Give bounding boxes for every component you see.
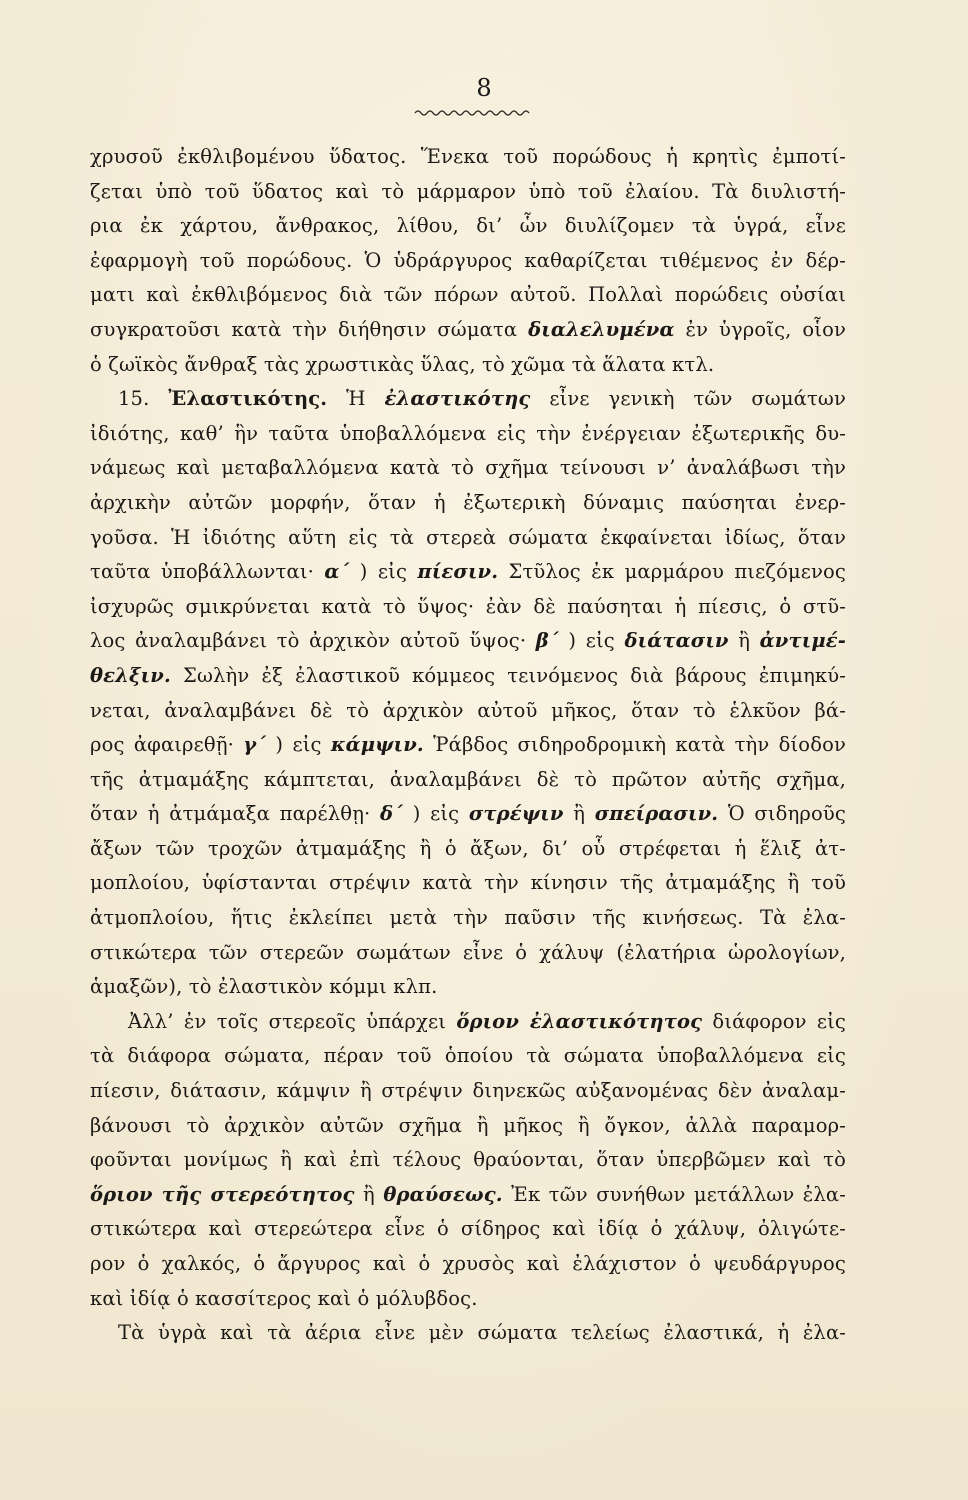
text-line: βάνουσι τὸ ἀρχικὸν αὐτῶν σχῆμα ἢ μῆκος ἢ ὄγκον, ἀλλὰ παραμορ- bbox=[90, 1113, 846, 1137]
emphasis-term: κάμψιν. bbox=[330, 733, 424, 757]
text-line: ζεται ὑπὸ τοῦ ὕδατος καὶ τὸ μάρμαρον ὑπὸ τοῦ ἐλαίου. Τὰ διυλιστή- bbox=[90, 179, 846, 203]
wavy-rule-ornament bbox=[414, 108, 532, 118]
emphasis-term: θελξιν. bbox=[90, 663, 171, 687]
text-line: χρυσοῦ ἐκθλιβομένου ὕδατος. Ἕνεκα τοῦ πορώδους ἡ κρητὶς ἐμποτί- bbox=[90, 145, 846, 168]
section-title: Ἐλαστικότης. bbox=[168, 387, 328, 411]
emphasis-term: ἀντιμέ- bbox=[759, 629, 846, 653]
text-line: πίεσιν, διάτασιν, κάμψιν ἢ στρέψιν διηνεκῶς αὐξανομένας δὲν ἀναλαμ- bbox=[90, 1079, 846, 1103]
text-line: λος ἀναλαμβάνει τὸ ἀρχικὸν αὐτοῦ ὕψος· β΄ ) εἰς διάτασιν ἢ ἀντιμέ- bbox=[90, 629, 846, 653]
paragraph-start-line: Τὰ ὑγρὰ καὶ τὰ ἀέρια εἶνε μὲν σώματα τελείως ἐλαστικά, ἡ ἐλα- bbox=[118, 1321, 846, 1345]
text-line: ὁ ζωϊκὸς ἄνθραξ τὰς χρωστικὰς ὕλας, τὸ χῶμα τὰ ἅλατα κτλ. bbox=[90, 352, 715, 376]
section-heading-line: 15. Ἐλαστικότης. Ἡ ἐλαστικότης εἶνε γενικὴ τῶν σωμάτων bbox=[118, 387, 846, 411]
text-line: νεται, ἀναλαμβάνει δὲ τὸ ἀρχικὸν αὐτοῦ μῆκος, ὅταν τὸ ἑλκῦον βά- bbox=[90, 698, 846, 722]
text-line: τῆς ἀτμαμάξης κάμπτεται, ἀναλαμβάνει δὲ τὸ πρῶτον αὐτῆς σχῆμα, bbox=[90, 767, 846, 791]
text-line: καὶ ἰδίᾳ ὁ κασσίτερος καὶ ὁ μόλυβδος. bbox=[90, 1286, 478, 1310]
paragraph-start-line: Ἀλλ’ ἐν τοῖς στερεοῖς ὑπάρχει ὅριον ἐλαστικότητος διάφορον εἰς bbox=[128, 1009, 846, 1033]
enumeration-marker: γ΄ bbox=[243, 733, 267, 757]
body-text bbox=[90, 140, 846, 1351]
text-line: ρια ἐκ χάρτου, ἄνθρακος, λίθου, δι’ ὧν διυλίζομεν τὰ ὑγρά, εἶνε bbox=[90, 214, 846, 238]
text-line: ὅριον τῆς στερεότητος ἢ θραύσεως. Ἐκ τῶν συνήθων μετάλλων ἐλα- bbox=[90, 1182, 846, 1206]
text-line: ταῦτα ὑποβάλλωνται· α΄ ) εἰς πίεσιν. Στῦλος ἐκ μαρμάρου πιεζόμενος bbox=[90, 560, 847, 584]
enumeration-marker: β΄ bbox=[535, 629, 559, 653]
text-line: ρον ὁ χαλκός, ὁ ἄργυρος καὶ ὁ χρυσὸς καὶ ἐλάχιστον ὁ ψευδάργυρος bbox=[90, 1252, 846, 1275]
enumeration-marker: δ΄ bbox=[380, 802, 404, 826]
emphasis-term: διάτασιν bbox=[624, 629, 729, 653]
emphasis-term: ὅριον ἐλαστικότητος bbox=[456, 1009, 703, 1033]
text-line: νάμεως καὶ μεταβαλλόμενα κατὰ τὸ σχῆμα τείνουσι ν’ ἀναλάβωσι τὴν bbox=[90, 456, 846, 480]
text-line: ὅταν ἡ ἀτμάμαξα παρέλθῃ· δ΄ ) εἰς στρέψιν ἢ σπείρασιν. Ὁ σιδηροῦς bbox=[90, 802, 846, 826]
text-line: ἄξων τῶν τροχῶν ἀτμαμάξης ἢ ὁ ἄξων, δι’ οὗ στρέφεται ἡ ἕλιξ ἀτ- bbox=[90, 836, 846, 860]
text-line: ματι καὶ ἐκθλιβόμενος διὰ τῶν πόρων αὐτοῦ. Πολλαὶ πορώδεις οὐσίαι bbox=[90, 283, 846, 307]
emphasis-term: ὅριον τῆς στερεότητος bbox=[90, 1182, 355, 1206]
emphasis-term: στρέψιν bbox=[468, 802, 564, 826]
emphasis-term: διαλελυμένα bbox=[528, 317, 675, 341]
text-line: ἐφαρμογὴ τοῦ πορώδους. Ὁ ὑδράργυρος καθαρίζεται τιθέμενος ἐν δέρ- bbox=[90, 248, 846, 272]
text-line: ἁμαξῶν), τὸ ἐλαστικὸν κόμμι κλπ. bbox=[90, 975, 438, 999]
text-line: μοπλοίου, ὑφίστανται στρέψιν κατὰ τὴν κίνησιν τῆς ἀτμαμάξης ἢ τοῦ bbox=[90, 871, 846, 895]
text-line: ἀτμοπλοίου, ἥτις ἐκλείπει μετὰ τὴν παῦσιν τῆς κινήσεως. Τὰ ἐλα- bbox=[90, 906, 846, 930]
text-line: στικώτερα καὶ στερεώτερα εἶνε ὁ σίδηρος καὶ ἰδίᾳ ὁ χάλυψ, ὀλιγώτε- bbox=[90, 1217, 846, 1241]
text-line: θελξιν. Σωλὴν ἐξ ἐλαστικοῦ κόμμεος τεινόμενος διὰ βάρους ἐπιμηκύ- bbox=[90, 663, 846, 687]
page-number: 8 bbox=[476, 74, 492, 102]
text-line: συγκρατοῦσι κατὰ τὴν διήθησιν σώματα διαλελυμένα ἐν ὑγροῖς, οἷον bbox=[90, 317, 846, 341]
emphasis-term: ἐλαστικότης bbox=[384, 387, 531, 411]
text-line: φοῦνται μονίμως ἢ καὶ ἐπὶ τέλους θραύονται, ὅταν ὑπερβῶμεν καὶ τὸ bbox=[90, 1148, 846, 1172]
text-line: ἰσχυρῶς σμικρύνεται κατὰ τὸ ὕψος· ἐὰν δὲ παύσηται ἡ πίεσις, ὁ στῦ- bbox=[90, 594, 846, 618]
text-line: τὰ διάφορα σώματα, πέραν τοῦ ὁποίου τὰ σώματα ὑποβαλλόμενα εἰς bbox=[90, 1044, 846, 1068]
text-line: ρος ἀφαιρεθῇ· γ΄ ) εἰς κάμψιν. Ῥάβδος σιδηροδρομικὴ κατὰ τὴν δίοδον bbox=[90, 733, 846, 757]
text-line: ἀρχικὴν αὐτῶν μορφήν, ὅταν ἡ ἐξωτερικὴ δύναμις παύσηται ἐνερ- bbox=[90, 490, 846, 514]
emphasis-term: θραύσεως. bbox=[383, 1182, 503, 1206]
emphasis-term: πίεσιν. bbox=[417, 560, 499, 584]
text-line: γοῦσα. Ἡ ἰδιότης αὕτη εἰς τὰ στερεὰ σώματα ἐκφαίνεται ἰδίως, ὅταν bbox=[90, 525, 846, 549]
emphasis-term: σπείρασιν. bbox=[594, 802, 719, 826]
enumeration-marker: α΄ bbox=[324, 560, 350, 584]
text-line: στικώτερα τῶν στερεῶν σωμάτων εἶνε ὁ χάλυψ (ἐλατήρια ὡρολογίων, bbox=[90, 940, 846, 964]
text-line: ἰδιότης, καθ’ ἣν ταῦτα ὑποβαλλόμενα εἰς τὴν ἐνέργειαν ἐξωτερικῆς δυ- bbox=[90, 421, 846, 445]
section-number: 15. bbox=[118, 387, 169, 411]
